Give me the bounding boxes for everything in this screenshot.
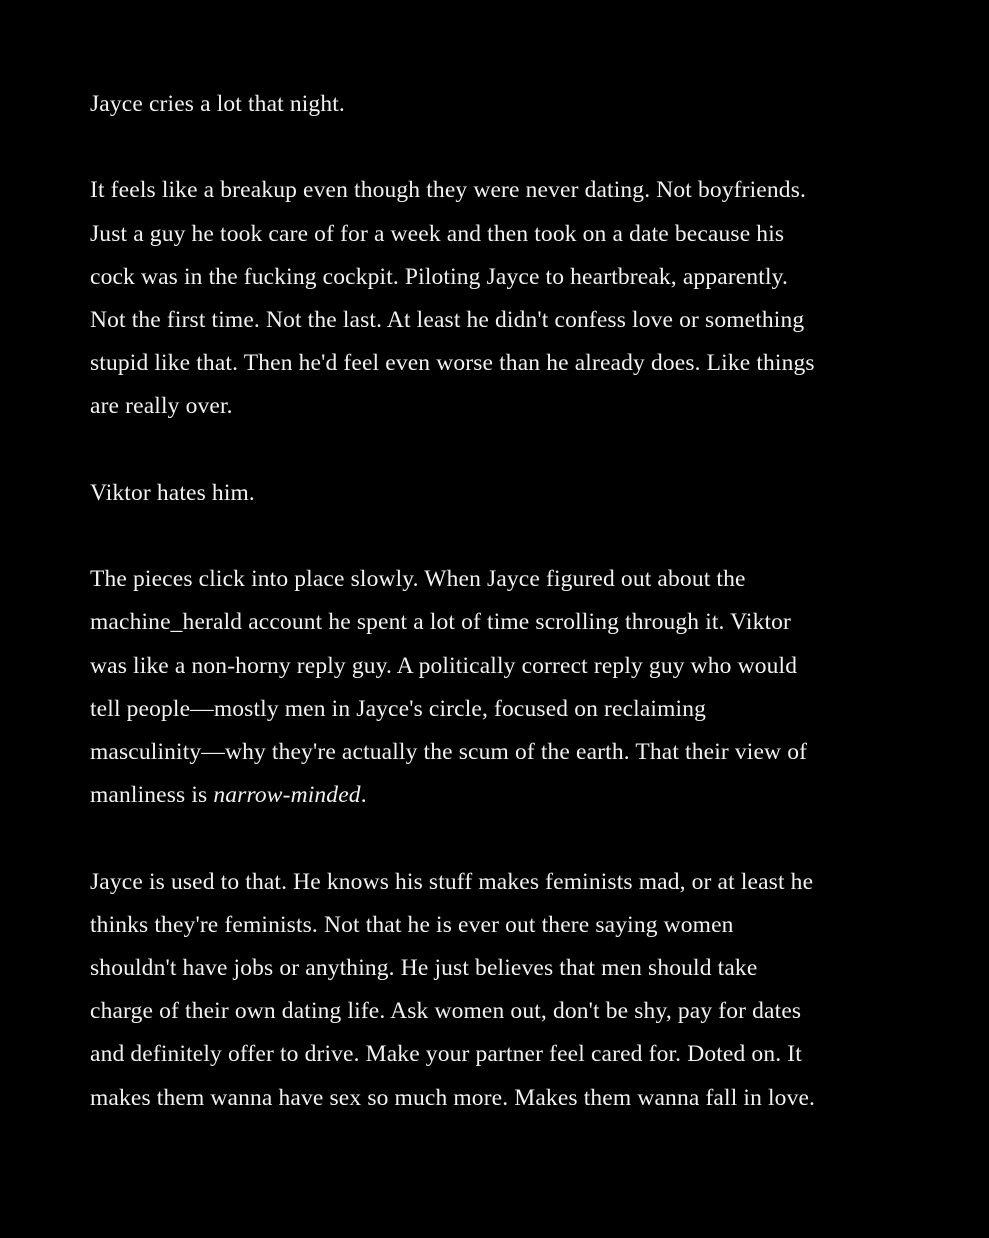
text-line: makes them wanna have sex so much more. Makes them wanna fall in love. <box>90 1084 816 1111</box>
paragraph-4 <box>90 558 930 817</box>
paragraph-5 <box>90 861 930 1120</box>
paragraph-1 <box>90 83 930 126</box>
paragraph-3 <box>90 472 930 515</box>
text-line: and definitely offer to drive. Make your partner feel cared for. Doted on. It <box>90 1041 802 1068</box>
text-segment: manliness is <box>90 782 214 809</box>
paragraph-2 <box>90 169 930 428</box>
text-line: stupid like that. Then he'd feel even worse than he already does. Like things <box>90 350 815 377</box>
text-segment: . <box>360 782 367 809</box>
text-line: charge of their own dating life. Ask women out, don't be shy, pay for dates <box>90 998 802 1025</box>
text-line: machine_herald account he spent a lot of time scrolling through it. Viktor <box>90 609 792 636</box>
text-line: tell people—mostly men in Jayce's circle, focused on reclaiming <box>90 695 707 722</box>
text-line: masculinity—why they're actually the scum of the earth. That their view of <box>90 739 808 765</box>
text-line: The pieces click into place slowly. When Jayce figured out about the <box>90 566 746 593</box>
text-line: Just a guy he took care of for a week and then took on a date because his <box>90 220 785 247</box>
emphasis-text: narrow-minded <box>213 782 361 809</box>
text-line: Jayce cries a lot that night. <box>90 91 345 117</box>
text-line: Viktor hates him. <box>90 479 255 506</box>
text-line: thinks they're feminists. Not that he is ever out there saying women <box>90 911 734 938</box>
text-line: It feels like a breakup even though they were never dating. Not boyfriends. <box>90 177 807 204</box>
text-line: cock was in the fucking cockpit. Piloting Jayce to heartbreak, apparently. <box>90 263 789 290</box>
text-line: Not the first time. Not the last. At least he didn't confess love or something <box>90 307 805 333</box>
text-line: are really over. <box>90 393 233 420</box>
story-text <box>90 83 930 1163</box>
text-line: Jayce is used to that. He knows his stuff makes feminists mad, or at least he <box>90 868 814 895</box>
text-line: was like a non-horny reply guy. A politically correct reply guy who would <box>90 652 798 679</box>
text-line: shouldn't have jobs or anything. He just believes that men should take <box>90 955 758 981</box>
text-line-with-emphasis <box>90 774 930 817</box>
